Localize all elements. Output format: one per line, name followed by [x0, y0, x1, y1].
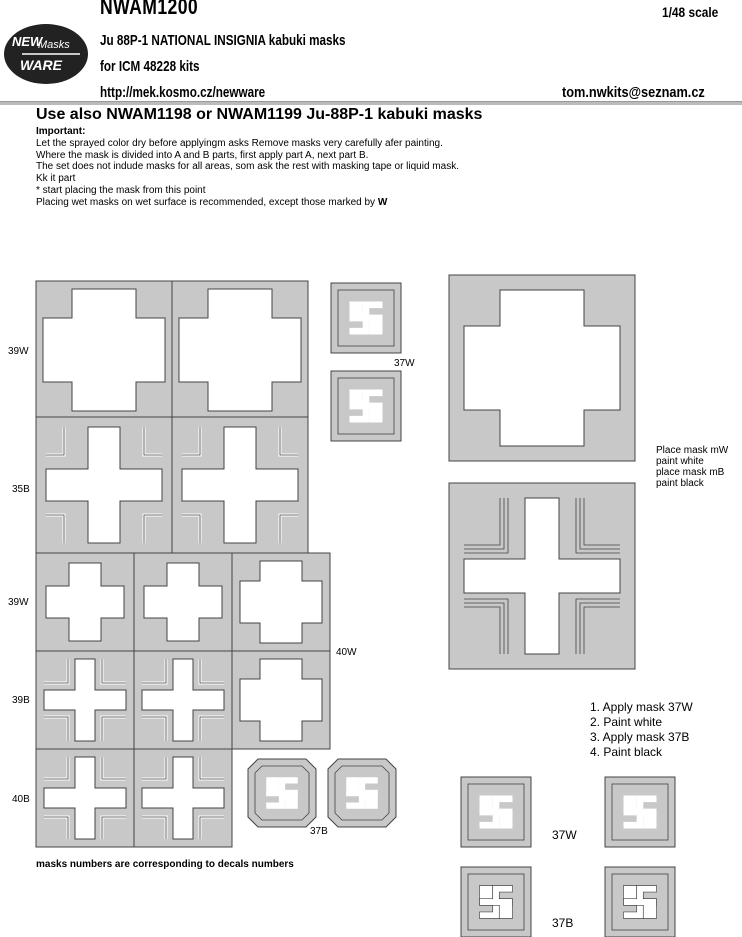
mask-40b-1 — [36, 749, 134, 847]
mask-40w-bottom — [232, 651, 330, 749]
note-line: Kk it part — [36, 173, 76, 185]
mask-40w-top — [232, 553, 330, 651]
label-40w: 40W — [336, 647, 357, 658]
label-37w-top: 37W — [394, 358, 415, 369]
mask-35b-right — [172, 417, 308, 553]
note-line-text: Placing wet masks on wet surface is recommended, except those marked by — [36, 196, 376, 208]
kit-line: for ICM 48228 kits — [100, 58, 200, 75]
place-note-line: place mask mB — [656, 467, 725, 478]
paint-steps — [590, 700, 693, 760]
place-note-line: paint white — [656, 456, 704, 467]
website-link[interactable]: http://mek.kosmo.cz/newware — [100, 84, 266, 101]
place-note-line: paint black — [656, 478, 704, 489]
step-item: 3. Apply mask 37B — [590, 730, 690, 744]
place-note-line: Place mask mW — [656, 445, 729, 456]
step-item: 2. Paint white — [590, 715, 663, 729]
label-40b: 40B — [12, 794, 30, 805]
mask-40b-2 — [134, 749, 232, 847]
step-item: 4. Paint black — [590, 745, 663, 759]
logo-text-bottom: WARE — [20, 57, 62, 73]
label-35b: 35B — [12, 484, 30, 495]
note-line: Where the mask is divided into A and B parts, first apply part A, next part B. — [36, 149, 369, 161]
subheading: Use also NWAM1198 or NWAM1199 Ju-88P-1 kabuki masks — [36, 106, 483, 123]
mask-large-cross-white — [449, 275, 635, 461]
footer-note: masks numbers are corresponding to decals numbers — [36, 859, 294, 870]
mask-37b-right — [328, 759, 396, 827]
label-37b-right: 37B — [552, 916, 574, 930]
mask-39w-small-2 — [134, 553, 232, 651]
mask-37w-right-1 — [461, 777, 531, 847]
mask-37b-right-1 — [461, 867, 531, 937]
mask-39b-1 — [36, 651, 134, 749]
mask-37b-right-2 — [605, 867, 675, 937]
mask-35b-left — [36, 417, 172, 553]
place-mask-note — [656, 445, 728, 489]
mask-39w-top-right — [172, 281, 308, 417]
mask-37w-top-1 — [331, 283, 401, 353]
note-line: Let the sprayed color dry before applyingm asks Remove masks very carefully afer painting. — [36, 137, 443, 149]
logo-text-mid: Masks — [38, 39, 70, 51]
mask-37w-right-2 — [605, 777, 675, 847]
mask-39w-small-1 — [36, 553, 134, 651]
logo-text-top: NEW — [12, 34, 43, 49]
label-39w-top: 39W — [8, 346, 29, 357]
mask-37w-top-2 — [331, 371, 401, 441]
title-line: Ju 88P-1 NATIONAL INSIGNIA kabuki masks — [100, 32, 346, 49]
email-link[interactable]: tom.nwkits@seznam.cz — [562, 84, 705, 101]
label-39b: 39B — [12, 695, 30, 706]
label-37b-mid: 37B — [310, 826, 328, 837]
mask-39b-2 — [134, 651, 232, 749]
step-item: 1. Apply mask 37W — [590, 700, 693, 714]
scale-label: 1/48 scale — [662, 4, 719, 20]
important-label: Important: — [36, 126, 86, 137]
mask-large-cross-black — [449, 483, 635, 669]
no-water-icon: W — [377, 196, 388, 208]
note-line: * start placing the mask from this point — [36, 184, 206, 196]
mask-37b-left — [248, 759, 316, 827]
note-line: The set does not indude masks for all areas, som ask the rest with masking tape or liquid mask. — [36, 161, 459, 173]
product-code: NWAM1200 — [100, 0, 199, 19]
label-39w-mid: 39W — [8, 597, 29, 608]
mask-39w-top-left — [36, 281, 172, 417]
label-37w-right: 37W — [552, 828, 577, 842]
